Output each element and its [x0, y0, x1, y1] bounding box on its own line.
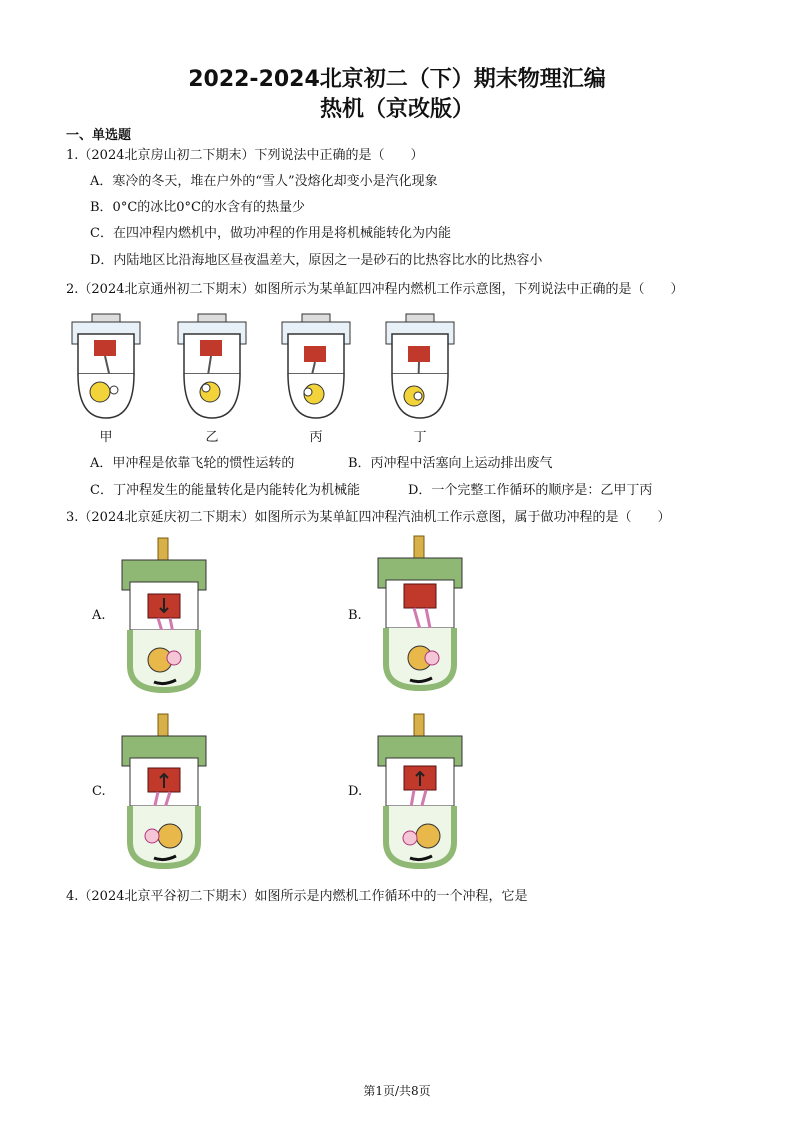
caption-jia: 甲	[99, 430, 113, 445]
q1-option-c: C．在四冲程内燃机中，做功冲程的作用是将机械能转化为内能	[90, 226, 451, 241]
q3-option-label-a: A.	[92, 608, 106, 623]
caption-yi: 乙	[205, 430, 219, 445]
q2-stem: 2.（2024北京通州初二下期末）如图所示为某单缸四冲程内燃机工作示意图，下列说法中正确的是（ ）	[66, 282, 684, 297]
q4-stem: 4.（2024北京平谷初二下期末）如图所示是内燃机工作循环中的一个冲程，它是	[66, 889, 528, 904]
q1-stem: 1.（2024北京房山初二下期末）下列说法中正确的是（ ）	[66, 148, 424, 163]
engine-diagram-yi	[176, 312, 248, 422]
q1-option-b: B．0°C的冰比0°C的水含有的热量少	[90, 200, 305, 215]
doc-title: 2022-2024北京初二（下）期末物理汇编	[188, 67, 606, 92]
q1-option-a: A．寒冷的冬天，堆在户外的“雪人”没熔化却变小是汽化现象	[90, 174, 438, 189]
section-heading: 一、单选题	[66, 128, 132, 143]
q3-option-label-b: B.	[348, 608, 362, 623]
q2-option-d: D．一个完整工作循环的顺序是：乙甲丁丙	[408, 483, 653, 498]
engine-diagram-c	[118, 712, 210, 870]
engine-diagram-a	[118, 536, 210, 694]
page-footer: 第1页/共8页	[363, 1084, 431, 1098]
caption-ding: 丁	[413, 430, 427, 445]
engine-diagram-d	[374, 712, 466, 870]
q2-option-c: C．丁冲程发生的能量转化是内能转化为机械能	[90, 483, 360, 498]
q3-option-label-c: C.	[92, 784, 106, 799]
engine-diagram-b	[374, 534, 466, 692]
doc-subtitle: 热机（京改版）	[319, 97, 474, 122]
caption-bing: 丙	[309, 430, 323, 445]
engine-diagram-jia	[70, 312, 142, 422]
q2-option-a: A．甲冲程是依靠飞轮的惯性运转的	[90, 456, 295, 471]
q3-option-label-d: D.	[348, 784, 363, 799]
engine-diagram-ding	[384, 312, 456, 422]
engine-diagram-bing	[280, 312, 352, 422]
q2-option-b: B．丙冲程中活塞向上运动排出废气	[348, 456, 553, 471]
q1-option-d: D．内陆地区比沿海地区昼夜温差大，原因之一是砂石的比热容比水的比热容小	[90, 253, 543, 268]
q3-stem: 3.（2024北京延庆初二下期末）如图所示为某单缸四冲程汽油机工作示意图，属于做功冲程的是（ ）	[66, 510, 671, 525]
